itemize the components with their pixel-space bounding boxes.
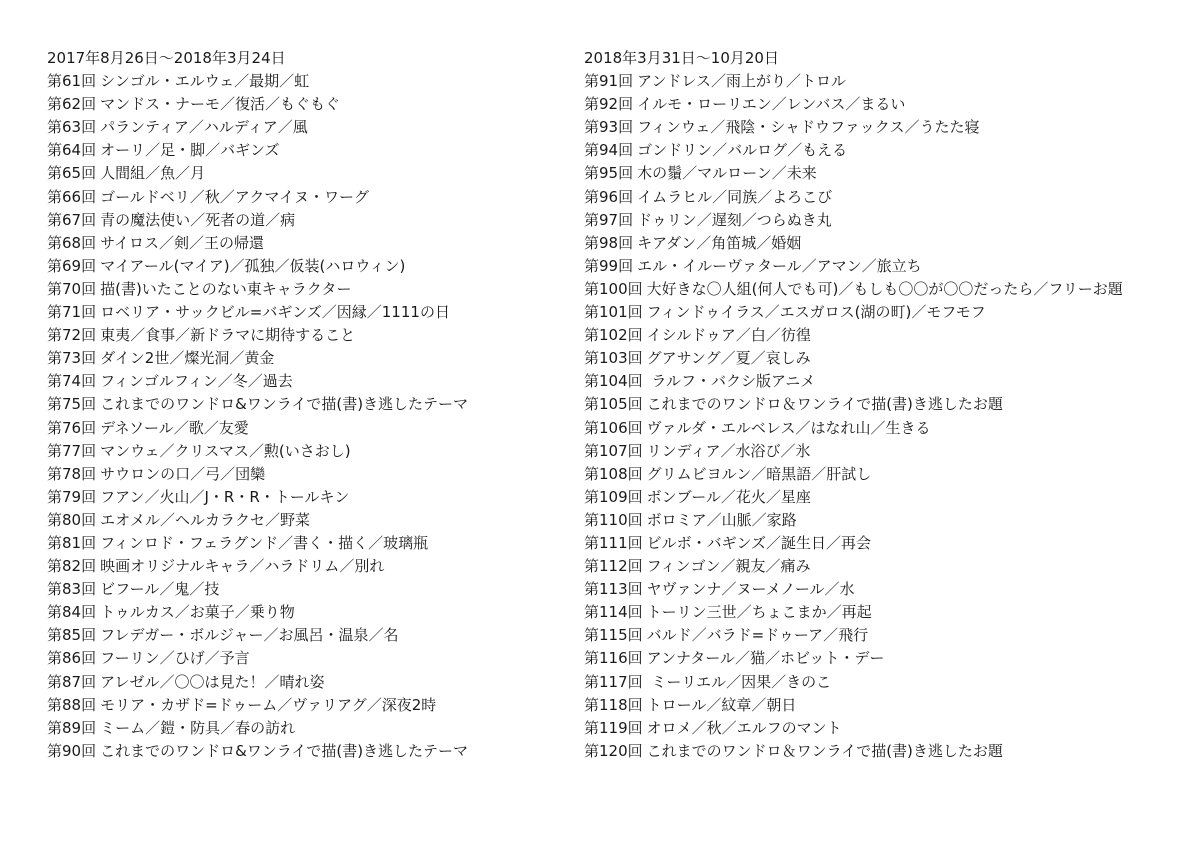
entry-number: 第104回 bbox=[584, 372, 643, 391]
list-item bbox=[584, 671, 1184, 694]
entry-number: 第97回 bbox=[584, 210, 634, 229]
entry-topic: エオメル／ヘルカラクセ／野菜 bbox=[100, 510, 310, 529]
entry-topic: ゴールドベリ／秋／アクマイヌ・ワーグ bbox=[100, 187, 370, 206]
entry-number: 第78回 bbox=[47, 464, 97, 483]
list-item bbox=[47, 301, 547, 324]
entry-number: 第109回 bbox=[584, 487, 643, 506]
entry-number: 第71回 bbox=[47, 303, 97, 322]
entry-topic: フレデガー・ボルジャー／お風呂・温泉／名 bbox=[100, 626, 399, 645]
entry-number: 第116回 bbox=[584, 649, 643, 668]
entry-number: 第74回 bbox=[47, 372, 97, 391]
entry-number: 第120回 bbox=[584, 741, 643, 760]
entry-number: 第83回 bbox=[47, 580, 97, 599]
entry-topic: これまでのワンドロ&ワンライで描(書)き逃したテーマ bbox=[100, 741, 469, 760]
entry-topic: アレゼル／〇〇は見た！／晴れ姿 bbox=[100, 672, 325, 691]
list-item bbox=[47, 740, 547, 763]
list-item bbox=[47, 417, 547, 440]
entry-number: 第81回 bbox=[47, 533, 97, 552]
list-item bbox=[584, 532, 1184, 555]
entry-topic: フィンロド・フェラグンド／書く・描く／玻璃瓶 bbox=[100, 533, 429, 552]
entry-number: 第103回 bbox=[584, 349, 643, 368]
entry-topic: トゥルカス／お菓子／乗り物 bbox=[100, 603, 295, 622]
entry-number: 第99回 bbox=[584, 256, 634, 275]
entry-number: 第106回 bbox=[584, 418, 643, 437]
entry-number: 第112回 bbox=[584, 557, 643, 576]
entry-topic: フィンドゥイラス／エスガロス(湖の町)／モフモフ bbox=[646, 303, 986, 322]
entry-number: 第89回 bbox=[47, 718, 97, 737]
entry-topic: フィンゴン／親友／痛み bbox=[646, 557, 811, 576]
entry-number: 第114回 bbox=[584, 603, 643, 622]
entry-number: 第110回 bbox=[584, 510, 643, 529]
entry-number: 第107回 bbox=[584, 441, 643, 460]
entry-number: 第70回 bbox=[47, 279, 97, 298]
entry-topic: グリムビヨルン／暗黒語／肝試し bbox=[646, 464, 872, 483]
entry-topic: ヴァルダ・エルベレス／はなれ山／生きる bbox=[646, 418, 931, 437]
list-item bbox=[584, 70, 1184, 93]
entry-number: 第73回 bbox=[47, 349, 97, 368]
list-item bbox=[584, 647, 1184, 670]
entry-topic: オロメ／秋／エルフのマント bbox=[646, 718, 842, 737]
list-item bbox=[47, 694, 547, 717]
list-item bbox=[47, 624, 547, 647]
list-item bbox=[584, 740, 1184, 763]
entry-number: 第85回 bbox=[47, 626, 97, 645]
entry-number: 第117回 bbox=[584, 672, 643, 691]
list-item bbox=[584, 601, 1184, 624]
entry-topic: これまでのワンドロ＆ワンライで描(書)き逃したお題 bbox=[646, 741, 1003, 760]
list-item bbox=[47, 116, 547, 139]
entry-topic: ゴンドリン／バルログ／もえる bbox=[637, 141, 848, 160]
list-item bbox=[47, 162, 547, 185]
entry-topic: ボンブール／花火／星座 bbox=[646, 487, 811, 506]
entry-number: 第82回 bbox=[47, 557, 97, 576]
list-item bbox=[584, 255, 1184, 278]
list-item bbox=[47, 601, 547, 624]
entry-topic: マンドス・ナーモ／復活／もぐもぐ bbox=[100, 95, 340, 114]
list-item bbox=[584, 717, 1184, 740]
list-item bbox=[584, 116, 1184, 139]
entry-topic: トーリン三世／ちょこまか／再起 bbox=[646, 603, 872, 622]
entry-number: 第92回 bbox=[584, 95, 634, 114]
entry-topic: キアダン／角笛城／婚姻 bbox=[637, 233, 802, 252]
entry-topic: ラルフ・バクシ版アニメ bbox=[646, 372, 816, 391]
entry-number: 第84回 bbox=[47, 603, 97, 622]
entry-topic: オーリ／足・脚／バギンズ bbox=[100, 141, 280, 160]
right-column-header: 2018年3月31日〜10月20日 bbox=[584, 49, 779, 67]
list-item bbox=[584, 93, 1184, 116]
entry-topic: リンディア／水浴び／氷 bbox=[646, 441, 811, 460]
entry-number: 第72回 bbox=[47, 326, 97, 345]
entry-topic: ミーリエル／因果／きのこ bbox=[646, 672, 832, 691]
list-item bbox=[47, 532, 547, 555]
list-item bbox=[584, 393, 1184, 416]
entry-number: 第115回 bbox=[584, 626, 643, 645]
list-item bbox=[47, 278, 547, 301]
list-item bbox=[584, 278, 1184, 301]
entry-number: 第64回 bbox=[47, 141, 97, 160]
entry-topic: グアサング／夏／哀しみ bbox=[646, 349, 811, 368]
list-item bbox=[584, 463, 1184, 486]
list-item bbox=[47, 347, 547, 370]
entry-topic: ドゥリン／遅刻／つらぬき丸 bbox=[637, 210, 832, 229]
list-item bbox=[47, 578, 547, 601]
entry-number: 第98回 bbox=[584, 233, 634, 252]
entry-topic: 木の鬚／マルローン／未来 bbox=[637, 164, 817, 183]
entry-number: 第105回 bbox=[584, 395, 643, 414]
entry-number: 第94回 bbox=[584, 141, 634, 160]
entry-topic: イムラヒル／同族／よろこび bbox=[637, 187, 833, 206]
list-item bbox=[584, 186, 1184, 209]
entry-topic: ボロミア／山脈／家路 bbox=[646, 510, 797, 529]
list-item bbox=[47, 463, 547, 486]
entry-topic: ビフール／鬼／技 bbox=[100, 580, 220, 599]
entry-topic: 東夷／食事／新ドラマに期待すること bbox=[100, 326, 356, 345]
entry-number: 第101回 bbox=[584, 303, 643, 322]
entry-number: 第79回 bbox=[47, 487, 97, 506]
entry-topic: ダイン2世／燦光洞／黄金 bbox=[100, 349, 275, 368]
list-item bbox=[47, 509, 547, 532]
entry-number: 第77回 bbox=[47, 441, 97, 460]
list-item bbox=[584, 624, 1184, 647]
list-item bbox=[47, 209, 547, 232]
entry-topic: 青の魔法使い／死者の道／病 bbox=[100, 210, 296, 229]
list-item bbox=[47, 370, 547, 393]
entry-number: 第66回 bbox=[47, 187, 97, 206]
entry-topic: ビルボ・バギンズ／誕生日／再会 bbox=[646, 533, 872, 552]
entry-number: 第118回 bbox=[584, 695, 643, 714]
list-item bbox=[584, 694, 1184, 717]
entry-topic: シンゴル・エルウェ／最期／虹 bbox=[100, 72, 310, 91]
entry-topic: フーリン／ひげ／予言 bbox=[100, 649, 250, 668]
list-item bbox=[584, 417, 1184, 440]
entry-topic: これまでのワンドロ&ワンライで描(書)き逃したテーマ bbox=[100, 395, 469, 414]
entry-topic: エル・イルーヴァタール／アマン／旅立ち bbox=[637, 256, 922, 275]
list-item bbox=[47, 186, 547, 209]
entry-number: 第87回 bbox=[47, 672, 97, 691]
entry-topic: サウロンの口／弓／団欒 bbox=[100, 464, 266, 483]
entry-number: 第102回 bbox=[584, 326, 643, 345]
entry-number: 第88回 bbox=[47, 695, 97, 714]
list-item bbox=[47, 440, 547, 463]
list-item bbox=[47, 139, 547, 162]
entry-topic: アンナタール／猫／ホビット・デー bbox=[646, 649, 885, 668]
entry-number: 第95回 bbox=[584, 164, 634, 183]
list-item bbox=[584, 139, 1184, 162]
entry-number: 第76回 bbox=[47, 418, 97, 437]
entry-topic: パランティア／ハルディア／風 bbox=[100, 118, 308, 137]
entry-number: 第67回 bbox=[47, 210, 97, 229]
entry-topic: 人間組／魚／月 bbox=[100, 164, 206, 183]
entry-number: 第93回 bbox=[584, 118, 634, 137]
entry-topic: 描(書)いたことのない東キャラクター bbox=[100, 279, 352, 298]
entry-number: 第63回 bbox=[47, 118, 97, 137]
entry-topic: イルモ・ローリエン／レンバス／まるい bbox=[637, 95, 906, 114]
entry-topic: ロベリア・サックビル=バギンズ／因縁／1111の日 bbox=[100, 303, 450, 322]
entry-topic: ヤヴァンナ／ヌーメノール／水 bbox=[646, 580, 855, 599]
list-item bbox=[47, 70, 547, 93]
entry-topic: バルド／バラド=ドゥーア／飛行 bbox=[646, 626, 869, 645]
entry-number: 第90回 bbox=[47, 741, 97, 760]
list-item bbox=[584, 370, 1184, 393]
left-column bbox=[47, 47, 547, 763]
entry-topic: イシルドゥア／白／彷徨 bbox=[646, 326, 811, 345]
list-item bbox=[584, 486, 1184, 509]
list-item bbox=[584, 578, 1184, 601]
entry-topic: マイアール(マイア)／孤独／仮装(ハロウィン) bbox=[100, 256, 406, 275]
list-item bbox=[584, 440, 1184, 463]
right-column bbox=[584, 47, 1184, 763]
entry-number: 第119回 bbox=[584, 718, 643, 737]
entry-number: 第111回 bbox=[584, 533, 643, 552]
list-item bbox=[47, 393, 547, 416]
entry-topic: フィンウェ／飛陰・シャドウファックス／うたた寝 bbox=[637, 118, 980, 137]
entry-number: 第80回 bbox=[47, 510, 97, 529]
list-item bbox=[584, 162, 1184, 185]
list-item bbox=[584, 232, 1184, 255]
right-column-list bbox=[584, 70, 1184, 763]
entry-topic: フィンゴルフィン／冬／過去 bbox=[100, 372, 293, 391]
list-item bbox=[584, 301, 1184, 324]
entry-topic: これまでのワンドロ＆ワンライで描(書)き逃したお題 bbox=[646, 395, 1003, 414]
list-item bbox=[47, 324, 547, 347]
entry-topic: ミーム／鎧・防具／春の訪れ bbox=[100, 718, 296, 737]
entry-number: 第62回 bbox=[47, 95, 97, 114]
list-item bbox=[584, 324, 1184, 347]
list-item bbox=[47, 232, 547, 255]
list-item bbox=[584, 509, 1184, 532]
entry-number: 第61回 bbox=[47, 72, 97, 91]
entry-topic: 映画オリジナルキャラ／ハラドリム／別れ bbox=[100, 557, 385, 576]
entry-topic: フアン／火山／J・R・R・トールキン bbox=[100, 487, 350, 506]
entry-number: 第68回 bbox=[47, 233, 97, 252]
list-item bbox=[47, 555, 547, 578]
list-item bbox=[584, 555, 1184, 578]
entry-number: 第65回 bbox=[47, 164, 97, 183]
entry-topic: アンドレス／雨上がり／トロル bbox=[637, 72, 847, 91]
list-item bbox=[47, 647, 547, 670]
entry-number: 第108回 bbox=[584, 464, 643, 483]
entry-topic: モリア・カザド=ドゥーム／ヴァリアグ／深夜2時 bbox=[100, 695, 437, 714]
entry-number: 第86回 bbox=[47, 649, 97, 668]
entry-topic: 大好きな〇人組(何人でも可)／もしも〇〇が〇〇だったら／フリーお題 bbox=[646, 279, 1123, 298]
entry-number: 第75回 bbox=[47, 395, 97, 414]
entry-number: 第100回 bbox=[584, 279, 643, 298]
left-column-header: 2017年8月26日〜2018年3月24日 bbox=[47, 49, 286, 67]
list-item bbox=[47, 717, 547, 740]
entry-number: 第96回 bbox=[584, 187, 634, 206]
entry-topic: サイロス／剣／王の帰還 bbox=[100, 233, 265, 252]
entry-number: 第69回 bbox=[47, 256, 97, 275]
list-item bbox=[584, 209, 1184, 232]
list-item bbox=[47, 93, 547, 116]
entry-topic: トロール／紋章／朝日 bbox=[646, 695, 797, 714]
entry-number: 第91回 bbox=[584, 72, 634, 91]
entry-topic: マンウェ／クリスマス／勲(いさおし) bbox=[100, 441, 351, 460]
entry-topic: デネソール／歌／友愛 bbox=[100, 418, 249, 437]
list-item bbox=[584, 347, 1184, 370]
list-item bbox=[47, 255, 547, 278]
entry-number: 第113回 bbox=[584, 580, 643, 599]
list-item bbox=[47, 671, 547, 694]
list-item bbox=[47, 486, 547, 509]
left-column-list bbox=[47, 70, 547, 763]
